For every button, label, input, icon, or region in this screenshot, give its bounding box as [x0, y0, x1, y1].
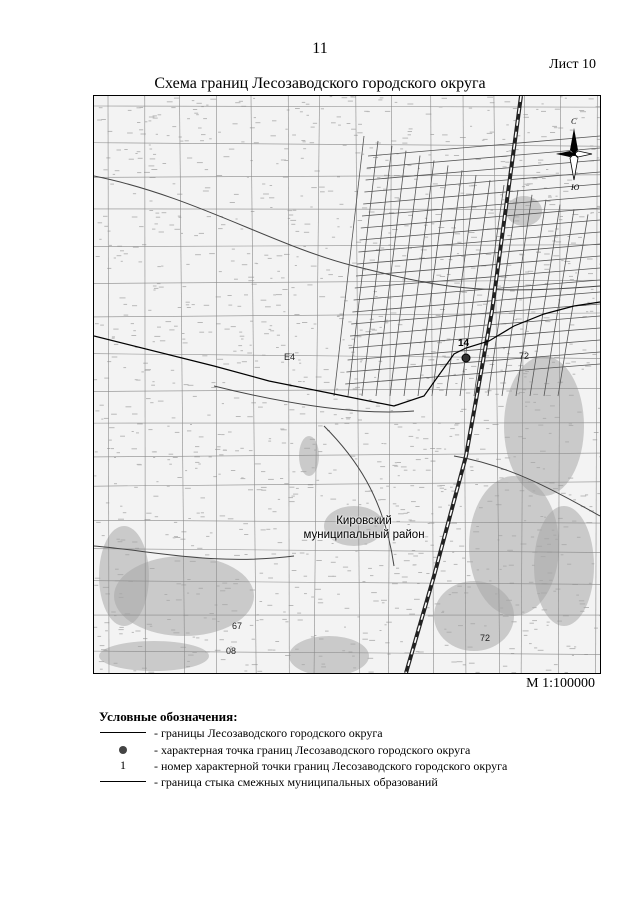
legend-text: - характерная точка границ Лесозаводского городского округа [154, 743, 471, 757]
legend-item-number [96, 758, 566, 774]
boundary-point-number: 14 [458, 338, 470, 349]
topographic-map [94, 96, 600, 673]
legend-heading: Условные обозначения: [99, 709, 238, 724]
legend-item-joint [96, 774, 566, 790]
compass-north-label: С [571, 117, 577, 126]
map-frame[interactable] [93, 95, 601, 674]
legend-dot-symbol [96, 742, 150, 758]
map-label-72-bottom: 72 [480, 633, 491, 643]
district-label-line1: Кировский [336, 515, 392, 527]
district-label [289, 514, 439, 542]
legend-number-symbol: 1 [120, 758, 126, 772]
map-label-72-top: 72 [519, 351, 530, 361]
legend-text: - границы Лесозаводского городского округа [154, 726, 383, 740]
legend-item-boundary [96, 725, 566, 741]
map-label-67: 67 [232, 621, 243, 631]
map-title: Схема границ Лесозаводского городского округа [154, 75, 486, 92]
map-label-08: 08 [226, 646, 237, 656]
district-label-line2: муниципальный район [303, 529, 425, 541]
boundary-point-14[interactable] [462, 354, 470, 362]
legend-item-point [96, 742, 566, 758]
compass-south-label: Ю [571, 183, 580, 192]
legend-text: - номер характерной точки границ Лесозаводского городского округа [154, 759, 508, 773]
map-label-e4: E4 [284, 352, 296, 362]
sheet-label: Лист 10 [549, 57, 596, 72]
page-number: 11 [312, 40, 328, 57]
legend-line-symbol [96, 725, 150, 741]
scale-label: М 1:100000 [526, 676, 595, 691]
legend-joint-line-symbol [96, 774, 150, 790]
legend-text: - граница стыка смежных муниципальных образований [154, 775, 438, 789]
